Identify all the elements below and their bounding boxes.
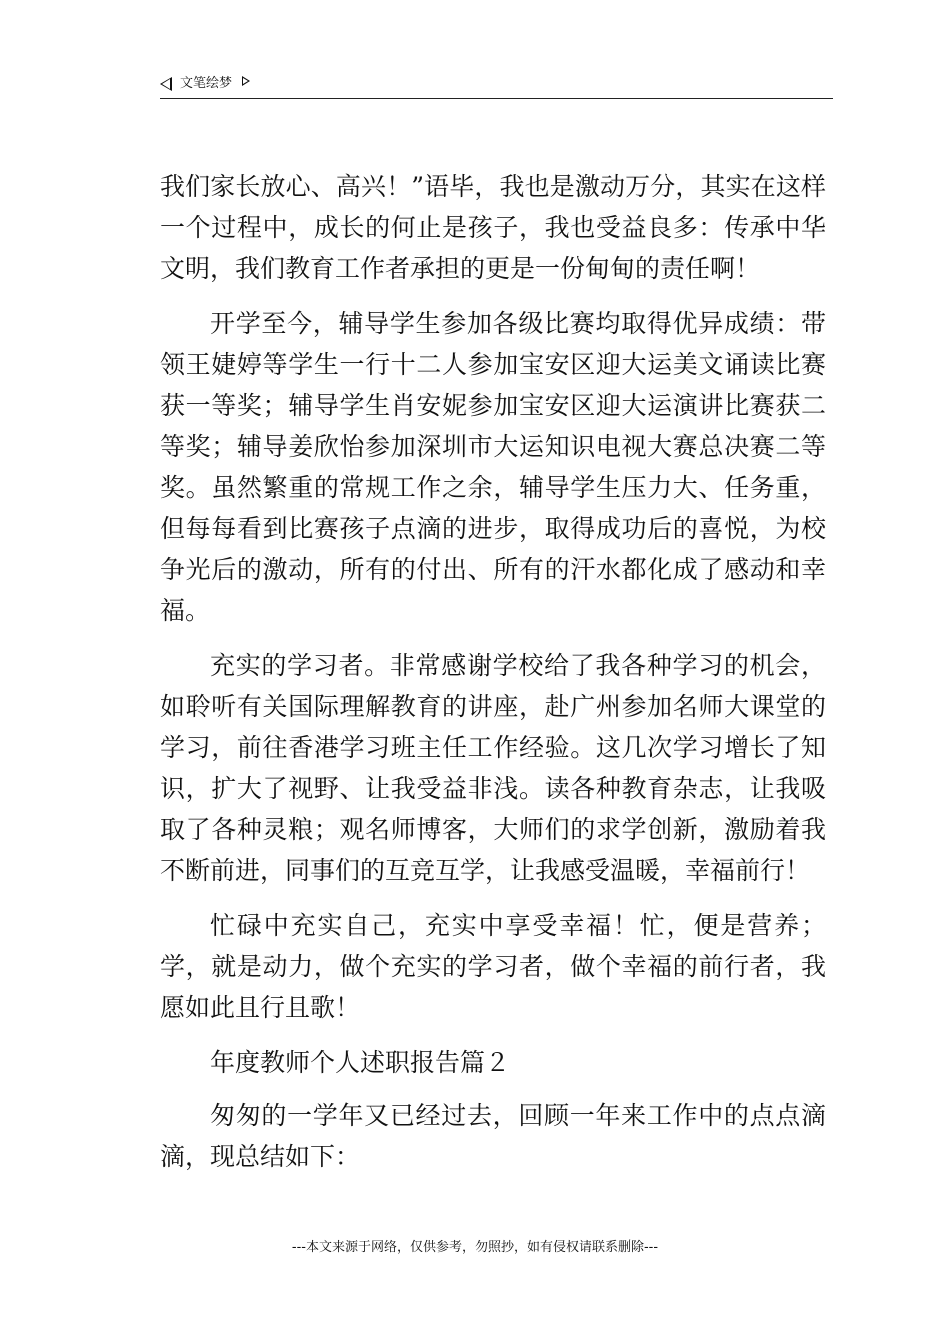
document-body <box>160 166 826 1191</box>
triangle-right-icon <box>242 76 250 86</box>
paragraph-intro: 匆匆的一学年又已经过去，回顾一年来工作中的点点滴滴，现总结如下： <box>160 1101 826 1171</box>
header-brand <box>160 76 250 93</box>
paragraph-continuation: 我们家长放心、高兴！”语毕，我也是激动万分，其实在这样一个过程中，成长的何止是孩子，我也受益良多：传承中华文明，我们教育工作者承担的更是一份甸甸的责任啊！ <box>160 172 826 283</box>
paragraph-summary: 忙碌中充实自己，充实中享受幸福！忙，便是营养；学，就是动力，做个充实的学习者，做个幸福的前行者，我愿如此且行且歌！ <box>160 911 826 1022</box>
paragraph-competitions: 开学至今，辅导学生参加各级比赛均取得优异成绩：带领王婕婷等学生一行十二人参加宝安区迎大运美文诵读比赛获一等奖；辅导学生肖安妮参加宝安区迎大运演讲比赛获二等奖；辅导姜欣怡参加深圳市大运知识电视大赛总决赛二等奖。虽然繁重的常规工作之余，辅导学生压力大、任务重，但每每看到比赛孩子点滴的进步，取得成功后的喜悦，为校争光后的激动，所有的付出、所有的汗水都化成了感动和幸福。 <box>160 309 826 625</box>
paragraph-learner: 充实的学习者。非常感谢学校给了我各种学习的机会，如聆听有关国际理解教育的讲座，赴广州参加名师大课堂的学习，前往香港学习班主任工作经验。这几次学习增长了知识，扩大了视野、让我受益非浅。读各种教育杂志，让我吸取了各种灵粮；观名师博客，大师们的求学创新，激励着我不断前进，同事们的互竞互学，让我感受温暖，幸福前行！ <box>160 651 826 885</box>
page-footer: ---本文来源于网络，仅供参考，勿照抄，如有侵权请联系删除--- <box>291 1240 659 1255</box>
triangle-left-icon <box>160 77 172 91</box>
brand-text: 文笔绘梦 <box>180 76 233 91</box>
page-header <box>160 72 833 99</box>
section-heading: 年度教师个人述职报告篇２ <box>210 1048 511 1077</box>
